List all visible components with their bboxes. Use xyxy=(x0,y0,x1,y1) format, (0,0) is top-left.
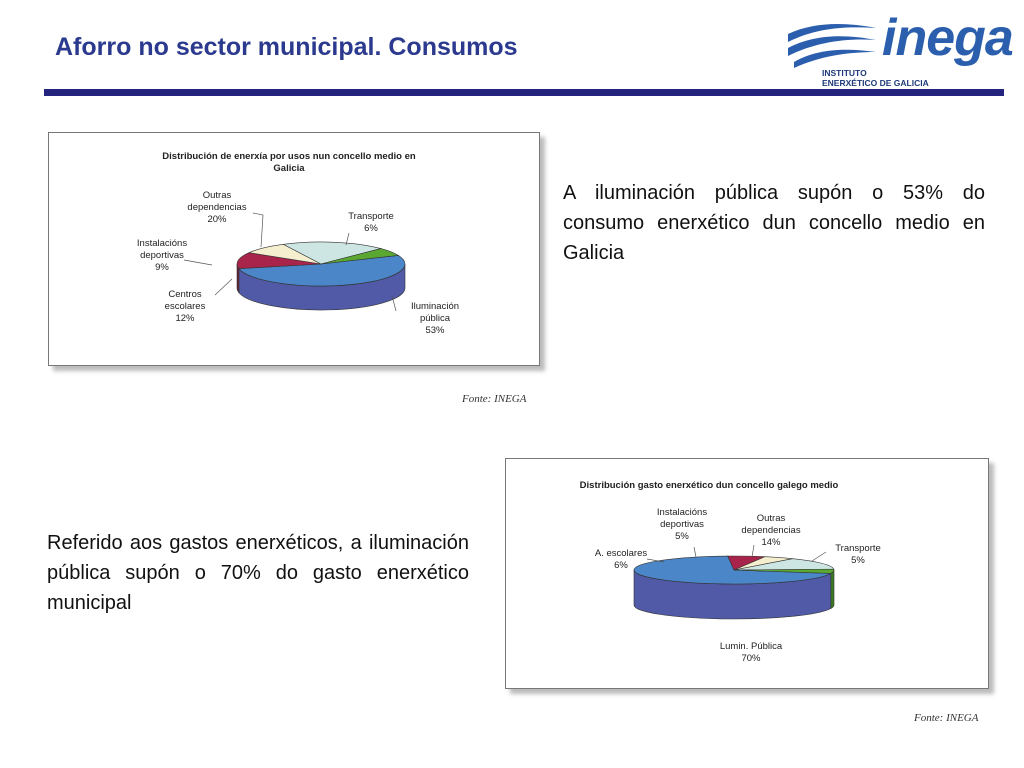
chart-title-line-2: Galicia xyxy=(273,163,305,174)
leader-line-centros-escolares xyxy=(215,279,232,295)
paragraph-expenditure: Referido aos gastos enerxéticos, a iluminación pública supón o 70% do gasto enerxético municipal xyxy=(47,532,469,614)
leader-line-outras-dependencias xyxy=(253,213,263,247)
pie-side-transporte xyxy=(831,570,834,608)
data-label-outras-dependencias: Outras dependencias 14% xyxy=(741,513,801,548)
chart-title-line-1: Distribución gasto enerxético dun concello galego medio xyxy=(579,480,839,491)
data-label-iluminacion-publica: Iluminación pública 53% xyxy=(410,301,460,336)
data-label-outras-dependencias: Outras dependencias 20% xyxy=(187,190,247,225)
data-label-a-escolares: A. escolares 6% xyxy=(594,548,648,571)
chart-panel-expenditure xyxy=(505,458,989,689)
chart-source-2: Fonte: INEGA xyxy=(914,712,979,724)
logo-wordmark: inega xyxy=(882,9,1013,67)
data-label-instalacions-deportivas: Instalacións deportivas 9% xyxy=(136,238,188,273)
leader-line-instalacions-deportivas xyxy=(694,547,696,557)
leader-line-instalacions-deportivas xyxy=(184,260,212,265)
header-rule xyxy=(44,89,1004,96)
chart-source-1: Fonte: INEGA xyxy=(462,393,527,405)
data-label-transporte: Transporte 6% xyxy=(348,211,394,234)
leader-line-outras-dependencias xyxy=(752,545,754,557)
chart-panel-consumption xyxy=(48,132,540,366)
data-label-lumin-publica: Lumin. Pública 70% xyxy=(719,641,783,664)
data-label-transporte: Transporte 5% xyxy=(835,543,881,566)
chart-title-line-1: Distribución de enerxía por usos nun concello medio en xyxy=(162,151,416,162)
inega-logo xyxy=(784,9,1013,94)
leader-line-transporte xyxy=(812,552,826,561)
logo-subtitle xyxy=(822,68,929,88)
paragraph-consumption: A iluminación pública supón o 53% do consumo enerxético dun concello medio en Galicia xyxy=(563,182,985,264)
page-title: Aforro no sector municipal. Consumos xyxy=(55,33,518,61)
pie-chart-consumption xyxy=(49,133,539,365)
logo-line-2: ENERXÉTICO DE GALICIA xyxy=(822,78,929,88)
data-label-instalacions-deportivas: Instalacións deportivas 5% xyxy=(656,507,708,542)
pie-chart-expenditure xyxy=(506,459,988,688)
logo-line-1: INSTITUTO xyxy=(822,68,867,78)
data-label-centros-escolares: Centros escolares 12% xyxy=(164,289,206,324)
